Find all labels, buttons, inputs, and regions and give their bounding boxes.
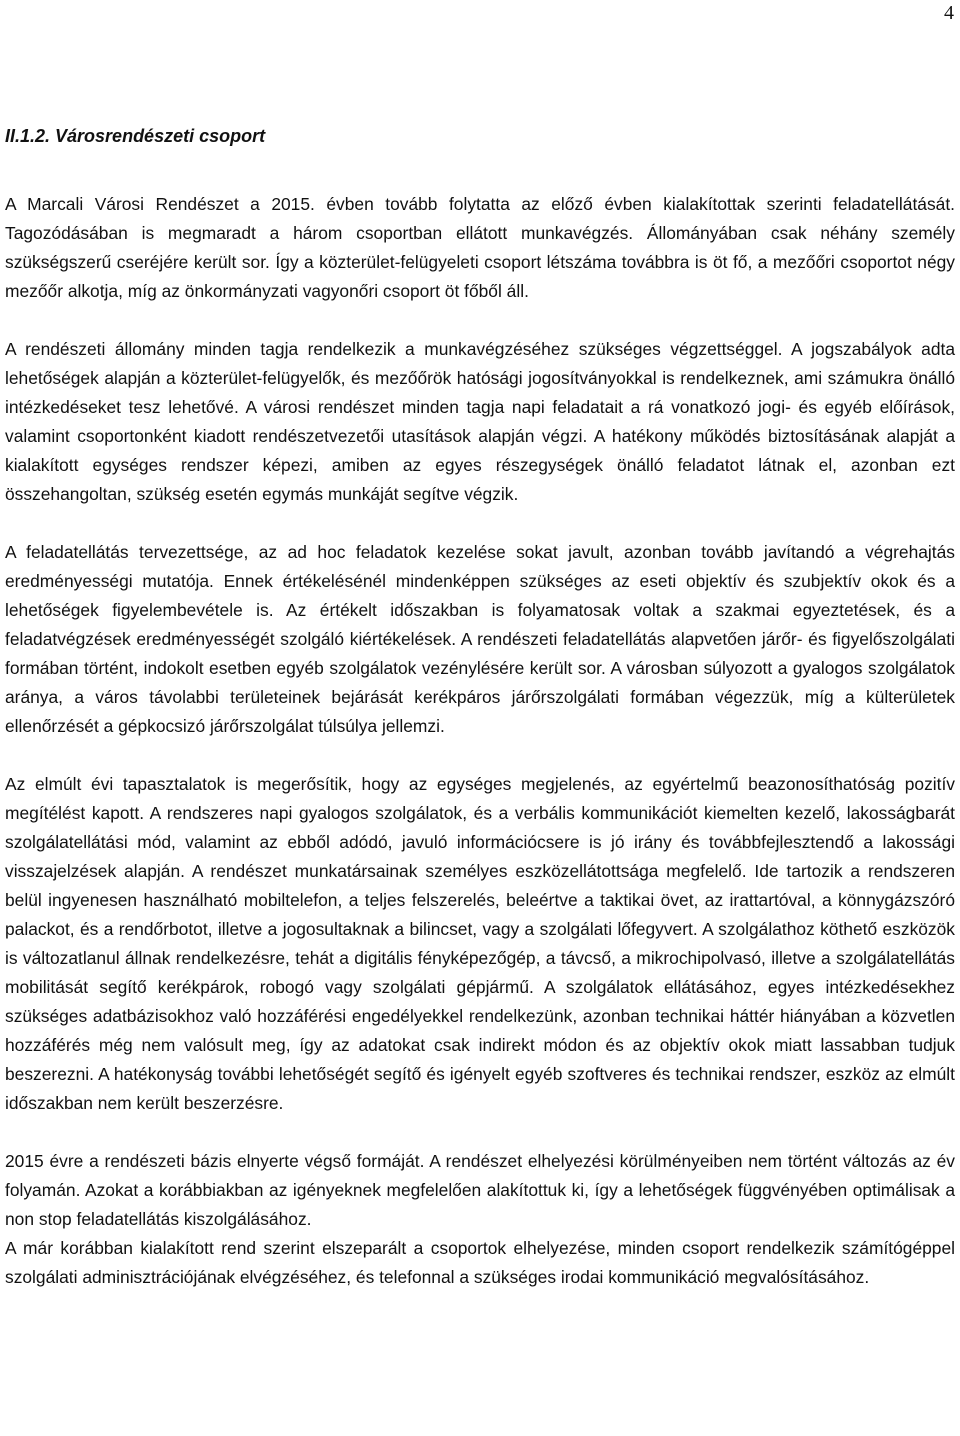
- paragraph-qualifications: A rendészeti állomány minden tagja rendelkezik a munkavégzéséhez szükséges végzettséggel. A jogszabályok adta lehetőségek alapján a közterület-felügyelők, és mezőőrök hatósági jogosítványokkal is rendelkeznek, ami számukra önálló intézkedéseket tesz lehetővé. A városi rendészet minden tagja napi feladatait a rá vonatkozó jogi- és egyéb előírások, valamint csoportonként kiadott rendészetvezetői utasítások alapján végzi. A hatékony működés biztosításának alapját a kialakított egységes rendszer képezi, amiben az egyes részegységek önálló feladatot látnak el, azonban ezt összehangoltan, szükség esetén egymás munkáját segítve végzik.: [5, 339, 955, 504]
- paragraph-experience: Az elmúlt évi tapasztalatok is megerősítik, hogy az egységes megjelenés, az egyértelmű beazonosíthatóság pozitív megítélést kapott. A rendszeres napi gyalogos szolgálatok, és a verbális kommunikációt kiemelten kezelő, lakosságbarát szolgálatellátási mód, valamint az ebből adódó, javuló információcsere is jó irány és továbbfejlesztendő a lakossági visszajelzések alapján. A rendészet munkatársainak személyes eszközellátottsága megfelelő. Ide tartozik a rendszeren belül ingyenesen használható mobiltelefon, a teljes felszerelés, beleértve a taktikai övet, az irattartóval, a könnygázszóró palackot, és a rendőrbotot, illetve a jogosultaknak a bilincset, vagy a szolgálati lőfegyvert. A szolgálathoz köthető eszközök is változatlanul állnak rendelkezésre, tehát a digitális fényképezőgép, a távcső, a mikrochipolvasó, illetve a szolgálatellátás mobilitását segítő kerékpárok, robogó vagy szolgálati gépjármű. A szolgálatok ellátásához, egyes intézkedésekhez szükséges adatbázisokhoz való hozzáférési engedélyekkel rendelkezünk, azonban technikai háttér hiányában a közvetlen hozzáférés még nem valósult meg, így az adatokat csak indirekt módon és az objektív okok miatt lassabban tudjuk beszerezni. A hatékonyság további lehetőségét segítő és igényelt egyéb szoftveres és technikai rendszer, eszköz az elmúlt időszakban nem került beszerzésre.: [5, 774, 955, 1113]
- paragraph-intro: A Marcali Városi Rendészet a 2015. évben tovább folytatta az előző évben kialakítottak szerinti feladatellátását. Tagozódásában is megmaradt a három csoportban ellátott munkavégzés. Állományában csak néhány személy szükségszerű cseréjére került sor. Így a közterület-felügyeleti csoport létszáma továbbra is öt fő, a mezőőri csoportot négy mezőőr alkotja, míg az önkormányzati vagyonőri csoport öt főből áll.: [5, 194, 955, 301]
- paragraph-groups: A már korábban kialakított rend szerint elszeparált a csoportok elhelyezése, minden csoport rendelkezik számítógéppel szolgálati adminisztrációjának elvégzéséhez, és telefonnal a szükséges irodai kommunikáció megvalósításához.: [5, 1238, 955, 1287]
- page-number: 4: [944, 2, 954, 24]
- document-body: [5, 190, 955, 1292]
- paragraph-planning: A feladatellátás tervezettsége, az ad hoc feladatok kezelése sokat javult, azonban tovább javítandó a végrehajtás eredményességi mutatója. Ennek értékelésénél mindenképpen szükséges az eseti objektív és szubjektív okok és a lehetőségek figyelembevétele is. Az értékelt időszakban is folyamatosak voltak a szakmai egyeztetések, és a feladatvégzések eredményességét szolgáló kiértékelések. A rendészeti feladatellátás alapvetően járőr- és figyelőszolgálati formában történt, indokolt esetben egyéb szolgálatok vezénylésére került sor. A városban súlyozott a gyalogos szolgálatok aránya, a város távolabbi területeinek bejárását kerékpáros járőrszolgálati formában végezzük, míg a külterületek ellenőrzését a gépkocsizó járőrszolgálat túlsúlya jellemzi.: [5, 542, 955, 736]
- paragraph-base: 2015 évre a rendészeti bázis elnyerte végső formáját. A rendészet elhelyezési körülményeiben nem történt változás az év folyamán. Azokat a korábbiakban az igényeknek megfelelően alakítottuk ki, így a lehetőségek függvényében optimálisak a non stop feladatellátás kiszolgálásához.: [5, 1151, 955, 1229]
- section-heading: II.1.2. Városrendészeti csoport: [5, 126, 266, 146]
